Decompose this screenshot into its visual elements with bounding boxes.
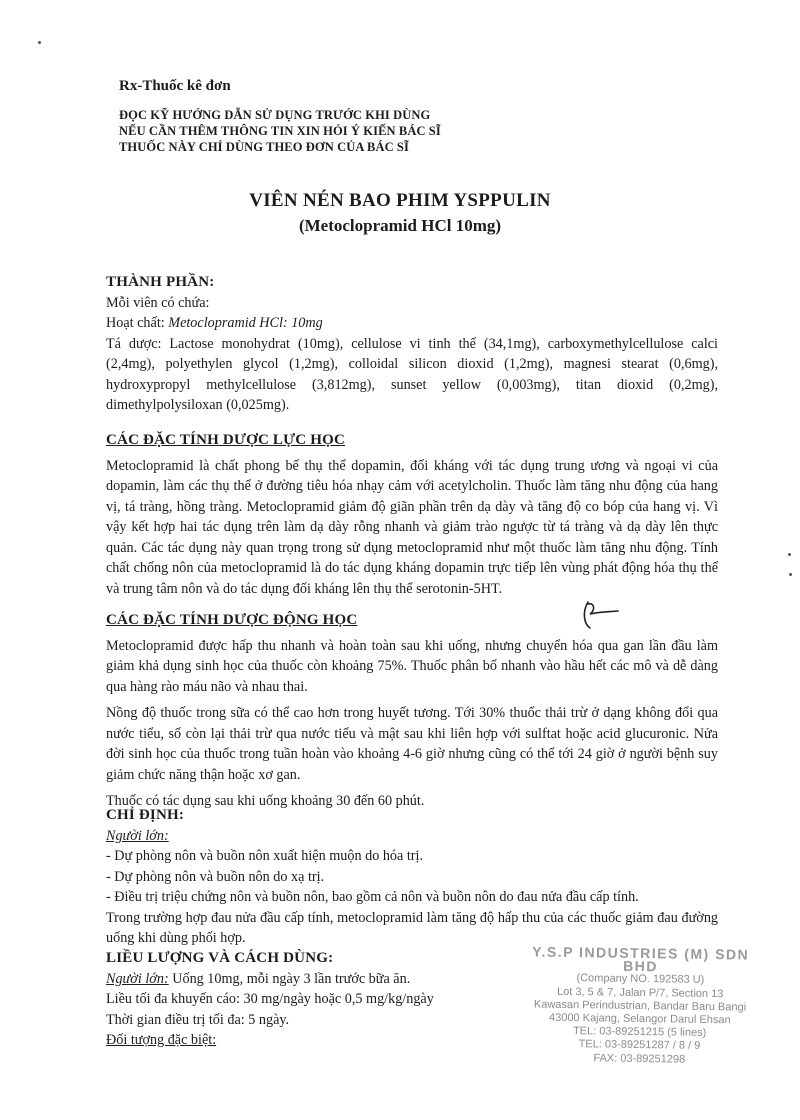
warning-line: ĐỌC KỸ HƯỚNG DẪN SỬ DỤNG TRƯỚC KHI DÙNG <box>119 108 431 122</box>
dosage-adult-text: Uống 10mg, mỗi ngày 3 lần trước bữa ăn. <box>168 970 411 987</box>
composition-heading: THÀNH PHẦN: <box>106 274 215 290</box>
stamp-line: Lot 3, 5 & 7, Jalan P/7, Section 13 <box>556 985 724 1000</box>
dosage-duration: Thời gian điều trị tối đa: 5 ngày. <box>106 1011 290 1028</box>
active-label: Hoạt chất: <box>106 315 169 331</box>
indications-note: Trong trường hợp đau nửa đầu cấp tính, metoclopramid làm tăng độ hấp thu của các thuốc giảm đau đường uống khi dùng phối hợp. <box>106 909 718 946</box>
company-stamp <box>514 945 766 1067</box>
pharmacokinetics-section <box>106 610 718 812</box>
scan-speck <box>789 573 792 576</box>
pharmacokinetics-heading: CÁC ĐẶC TÍNH DƯỢC ĐỘNG HỌC <box>106 612 358 628</box>
dosage-max: Liều tối đa khuyến cáo: 30 mg/ngày hoặc 0,5 mg/kg/ngày <box>106 991 434 1007</box>
pharmacokinetics-paragraph: Metoclopramid được hấp thu nhanh và hoàn toàn sau khi uống, nhưng chuyển hóa qua gan lần đầu làm giảm khả dụng sinh học của thuốc còn khoảng 75%. Thuốc phân bố nhanh vào hầu hết các mô và dễ dàng qua hàng rào máu não và nhau thai. <box>106 637 718 695</box>
stamp-line: Kawasan Perindustrian, Bandar Baru Bangi <box>533 998 747 1014</box>
rx-label: Rx-Thuốc kê đơn <box>119 78 231 94</box>
indications-section <box>106 805 718 949</box>
dosage-adult <box>106 969 526 990</box>
scan-speck <box>788 553 791 556</box>
active-ingredient <box>106 313 718 334</box>
scan-speck <box>38 41 41 44</box>
pharmacokinetics-paragraph: Nồng độ thuốc trong sữa có thể cao hơn trong huyết tương. Tới 30% thuốc thải trừ ở dạng không đổi qua nước tiểu, số còn lại thải trừ qua nước tiểu và mật sau khi liên hợp với sulftat hoặc acid glucuronic. Nửa đời sinh học của thuốc trong tuần hoàn vào khoảng 4-6 giờ nhưng cũng có thể tới 24 giờ ở người bệnh suy giảm chức năng thận hoặc xơ gan. <box>106 705 718 783</box>
stamp-line: TEL: 03-89251287 / 8 / 9 <box>578 1038 701 1053</box>
pharmacodynamics-section <box>106 430 718 599</box>
warning-line: THUỐC NÀY CHỈ DÙNG THEO ĐƠN CỦA BÁC SĨ <box>119 140 409 154</box>
product-title: VIÊN NÉN BAO PHIM YSPPULIN <box>249 190 551 211</box>
warning-line: NẾU CẦN THÊM THÔNG TIN XIN HỎI Ý KIẾN BÁC SĨ <box>119 124 441 138</box>
pharmacokinetics-paragraph: Thuốc có tác dụng sau khi uống khoảng 30 đến 60 phút. <box>106 793 425 809</box>
product-subtitle: (Metoclopramid HCl 10mg) <box>298 216 502 235</box>
indication-item: - Điều trị triệu chứng nôn và buồn nôn, bao gồm cả nôn và buồn nôn do đau nửa đầu cấp tính. <box>106 889 639 905</box>
indications-subheading: Người lớn: <box>106 827 169 844</box>
stamp-line: TEL: 03-89251215 (5 lines) <box>572 1025 707 1040</box>
composition-section <box>106 272 718 416</box>
indications-heading: CHỈ ĐỊNH: <box>106 807 185 823</box>
pharmacodynamics-heading: CÁC ĐẶC TÍNH DƯỢC LỰC HỌC <box>106 432 346 448</box>
indication-item: - Dự phòng nôn và buồn nôn do xạ trị. <box>106 868 325 885</box>
dosage-heading: LIỀU LƯỢNG VÀ CÁCH DÙNG: <box>106 950 334 966</box>
dosage-special: Đối tượng đặc biệt: <box>106 1032 217 1048</box>
stamp-line: (Company NO. 192583 U) <box>576 972 705 987</box>
pharmacodynamics-text: Metoclopramid là chất phong bế thụ thể dopamin, đối kháng với tác dụng trung ương và ngoại vi của dopamin, làm các thụ thể ở đường tiêu hóa nhạy cảm với acetylcholin. Thuốc làm tăng nhu động của hang vị, tá tràng, hồng tràng. Metoclopramid giảm độ giãn phần trên dạ dày và tăng độ co bóp của hang vị. Vì vậy kết hợp hai tác dụng trên làm dạ dày rỗng nhanh và giảm trào ngược từ tá tràng và dạ dày lên thực quản. Các tác dụng này quan trọng trong sử dụng metoclopramid như một thuốc làm tăng nhu động. Tính chất chống nôn của metoclopramid là do tác dụng kháng dopamin trực tiếp lên vùng phát động hóa thụ thể và trung tâm nôn và do tác dụng đối kháng lên thụ thể serotonin-5HT. <box>106 457 718 597</box>
composition-intro: Mỗi viên có chứa: <box>106 294 210 311</box>
stamp-line: 43000 Kajang, Selangor Darul Ehsan <box>548 1011 731 1027</box>
indication-item: - Dự phòng nôn và buồn nôn xuất hiện muộn do hóa trị. <box>106 848 424 864</box>
dosage-adult-label: Người lớn: <box>106 970 169 987</box>
active-value: Metoclopramid HCl: 10mg <box>168 315 323 331</box>
excipients-text: Tá dược: Lactose monohydrat (10mg), cellulose vi tinh thể (34,1mg), carboxymethylcellulose calci (2,4mg), polyethylen glycol (1,2mg), colloidal silicon dioxid (1,2mg), magnesi stearat (0,6mg), hydroxypropyl methylcellulose (3,812mg), sunset yellow (0,003mg), titan dioxid (0,2mg), dimethylpolysiloxan (0,025mg). <box>106 335 718 413</box>
stamp-line: FAX: 03-89251298 <box>593 1051 686 1066</box>
dosage-section <box>106 948 526 1051</box>
stamp-company-name: Y.S.P INDUSTRIES (M) SDN BHD <box>532 943 750 975</box>
